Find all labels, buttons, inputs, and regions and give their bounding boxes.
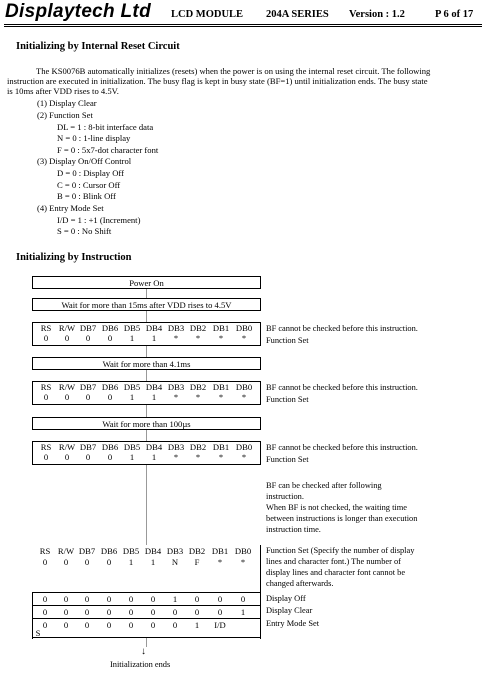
table-cell: 0	[217, 594, 223, 604]
table-cell: 0	[172, 620, 178, 630]
block-left-border	[32, 592, 33, 639]
table-cell: *	[173, 452, 179, 462]
table-cell: 0	[194, 594, 200, 604]
init-item: F = 0 : 5x7-dot character font	[57, 145, 159, 155]
table-cell: DB2	[188, 546, 206, 556]
table-cell: 0	[42, 557, 48, 567]
table-cell: *	[241, 333, 247, 343]
table-cell: N	[171, 557, 179, 567]
table-cell: 1	[151, 452, 157, 462]
header-rule	[4, 24, 482, 25]
table-cell: I/D	[214, 620, 226, 630]
table-cell: DB0	[234, 546, 252, 556]
table-cell: DB7	[78, 546, 96, 556]
table-cell: DB4	[145, 442, 163, 452]
wait-box-2: Wait for more than 4.1ms	[32, 357, 261, 370]
entry-mode-s-cell: S	[35, 628, 41, 638]
table-cell: 0	[63, 557, 69, 567]
table-cell: 0	[84, 620, 90, 630]
table-cell: *	[218, 333, 224, 343]
table-cell: DB6	[101, 442, 119, 452]
table-cell: 0	[172, 607, 178, 617]
bf-can-note: between instructions is longer than execution	[266, 514, 418, 523]
table-cell: DB6	[101, 323, 119, 333]
final-instruction-block	[32, 545, 261, 638]
section1-para-line2: instruction are executed in initialization. The busy flag is kept in busy state (BF=1) until initialization ends. The busy state	[7, 76, 428, 86]
entry-mode-label: Entry Mode Set	[266, 619, 320, 628]
bf-note-1: BF cannot be checked before this instruction.	[266, 324, 418, 333]
final-note: display lines and character font cannot be	[266, 568, 406, 577]
function-set-label-2: Function Set	[266, 395, 309, 404]
table-cell: 0	[107, 333, 113, 343]
table-cell: DB5	[122, 546, 140, 556]
table-cell: *	[241, 392, 247, 402]
table-cell: 0	[64, 333, 70, 343]
init-ends-label: Initialization ends	[110, 660, 171, 669]
table-cell: *	[173, 392, 179, 402]
power-on-box: Power On	[32, 276, 261, 289]
display-clear-label: Display Clear	[266, 606, 313, 615]
init-item: (3) Display On/Off Control	[37, 156, 132, 166]
table-cell: 0	[85, 333, 91, 343]
table-cell: 0	[43, 452, 49, 462]
table-cell: DB4	[144, 546, 162, 556]
table-cell: RS	[39, 546, 51, 556]
table-cell: 0	[150, 620, 156, 630]
table-cell: 0	[150, 594, 156, 604]
table-cell: 0	[84, 607, 90, 617]
table-cell: DB6	[100, 546, 118, 556]
instruction-table-1	[32, 322, 261, 346]
table-cell: 1	[150, 557, 156, 567]
table-cell: *	[240, 557, 246, 567]
table-cell: 0	[42, 607, 48, 617]
table-cell: 0	[106, 620, 112, 630]
table-cell: DB2	[189, 323, 207, 333]
section1-para-line1: The KS0076B automatically initializes (resets) when the power is on using the internal reset circuit. The following	[36, 66, 431, 76]
table-cell: 0	[42, 594, 48, 604]
table-cell: DB4	[145, 323, 163, 333]
instruction-table-2	[32, 381, 261, 405]
table-cell: 0	[64, 392, 70, 402]
section2-title: Initializing by Instruction	[16, 252, 132, 263]
table-cell: 1	[172, 594, 178, 604]
divider	[32, 592, 261, 593]
table-cell: 0	[150, 607, 156, 617]
bf-can-note: BF can be checked after following	[266, 481, 382, 490]
table-cell: *	[218, 392, 224, 402]
section1-para-line3: is 10ms after VDD rises to 4.5V.	[7, 86, 119, 96]
table-cell: R/W	[58, 323, 76, 333]
section1-title: Initializing by Internal Reset Circuit	[16, 41, 180, 52]
table-cell: 0	[240, 594, 246, 604]
table-cell: 0	[106, 557, 112, 567]
table-cell: DB1	[212, 323, 230, 333]
init-item: I/D = 1 : +1 (Increment)	[57, 215, 141, 225]
table-cell: DB2	[189, 382, 207, 392]
init-item: (4) Entry Mode Set	[37, 203, 104, 213]
init-item: (1) Display Clear	[37, 98, 97, 108]
table-cell: 0	[128, 620, 134, 630]
wait-box-3: Wait for more than 100µs	[32, 417, 261, 430]
table-cell: 0	[63, 607, 69, 617]
table-cell: 0	[217, 607, 223, 617]
table-cell: 0	[107, 452, 113, 462]
table-cell: DB2	[189, 442, 207, 452]
table-cell: R/W	[58, 382, 76, 392]
divider	[32, 618, 261, 619]
table-cell: *	[217, 557, 223, 567]
table-cell: *	[173, 333, 179, 343]
table-cell: 1	[151, 392, 157, 402]
table-cell: 0	[106, 594, 112, 604]
init-item: D = 0 : Display Off	[57, 168, 124, 178]
table-cell: 1	[151, 333, 157, 343]
table-cell: RS	[40, 323, 52, 333]
wait-box-1: Wait for more than 15ms after VDD rises to 4.5V	[32, 298, 261, 311]
header-version: Version : 1.2	[349, 9, 405, 20]
instruction-table-3	[32, 441, 261, 465]
function-set-label-1: Function Set	[266, 336, 309, 345]
init-item: B = 0 : Blink Off	[57, 191, 116, 201]
down-arrow-icon: ↓	[141, 646, 146, 657]
divider	[32, 605, 261, 606]
block-right-border	[260, 545, 261, 639]
table-cell: 1	[129, 333, 135, 343]
table-cell: R/W	[57, 546, 75, 556]
table-cell: 0	[194, 607, 200, 617]
header-series: 204A SERIES	[266, 9, 329, 20]
table-cell: *	[241, 452, 247, 462]
table-cell: 1	[240, 607, 246, 617]
company-logo: Displaytech Ltd	[5, 1, 151, 22]
table-cell: DB0	[235, 382, 253, 392]
table-cell: RS	[40, 442, 52, 452]
table-cell: 0	[63, 594, 69, 604]
table-cell: 0	[63, 620, 69, 630]
bf-can-note: instruction.	[266, 492, 304, 501]
table-cell: 1	[129, 392, 135, 402]
table-cell: 0	[85, 452, 91, 462]
table-cell: R/W	[58, 442, 76, 452]
table-cell: DB7	[79, 382, 97, 392]
table-cell: DB5	[123, 442, 141, 452]
table-cell: 0	[84, 594, 90, 604]
table-cell: DB5	[123, 323, 141, 333]
header-page: P 6 of 17	[435, 9, 474, 20]
table-cell: 0	[84, 557, 90, 567]
table-cell: 0	[107, 392, 113, 402]
header-rule-2	[4, 26, 482, 27]
table-cell: 0	[85, 392, 91, 402]
table-cell: 1	[194, 620, 200, 630]
init-item: DL = 1 : 8-bit interface data	[57, 122, 154, 132]
table-cell: DB0	[235, 323, 253, 333]
bf-can-note: When BF is not checked, the waiting time	[266, 503, 407, 512]
table-cell: DB7	[79, 323, 97, 333]
table-cell: DB3	[166, 546, 184, 556]
table-cell: DB3	[167, 442, 185, 452]
table-cell: DB3	[167, 382, 185, 392]
table-cell: 0	[128, 607, 134, 617]
table-cell: DB1	[211, 546, 229, 556]
table-cell: 1	[128, 557, 134, 567]
init-item: C = 0 : Cursor Off	[57, 180, 121, 190]
table-cell: 0	[43, 392, 49, 402]
final-note: lines and character font.) The number of	[266, 557, 401, 566]
table-cell: DB3	[167, 323, 185, 333]
table-cell: DB6	[101, 382, 119, 392]
table-cell: DB1	[212, 382, 230, 392]
bf-note-3: BF cannot be checked before this instruction.	[266, 443, 418, 452]
table-cell: 0	[106, 607, 112, 617]
table-cell: F	[194, 557, 200, 567]
bf-can-note: instruction time.	[266, 525, 321, 534]
final-note: Function Set (Specify the number of display	[266, 546, 415, 555]
init-item: N = 0 : 1-line display	[57, 133, 131, 143]
table-cell: *	[195, 452, 201, 462]
header-module: LCD MODULE	[171, 9, 244, 20]
table-cell: *	[218, 452, 224, 462]
function-set-label-3: Function Set	[266, 455, 309, 464]
table-cell: DB5	[123, 382, 141, 392]
display-off-label: Display Off	[266, 594, 306, 603]
table-cell: 0	[42, 620, 48, 630]
table-cell: DB7	[79, 442, 97, 452]
table-cell: 1	[129, 452, 135, 462]
final-note: changed afterwards.	[266, 579, 334, 588]
table-cell: DB0	[235, 442, 253, 452]
table-cell: 0	[128, 594, 134, 604]
table-cell: 0	[43, 333, 49, 343]
init-item: (2) Function Set	[37, 110, 93, 120]
table-cell: RS	[40, 382, 52, 392]
table-cell: 0	[64, 452, 70, 462]
init-item: S = 0 : No Shift	[57, 226, 112, 236]
table-cell: *	[195, 392, 201, 402]
table-cell: *	[195, 333, 201, 343]
table-cell: DB1	[212, 442, 230, 452]
table-cell: DB4	[145, 382, 163, 392]
bf-note-2: BF cannot be checked before this instruction.	[266, 383, 418, 392]
